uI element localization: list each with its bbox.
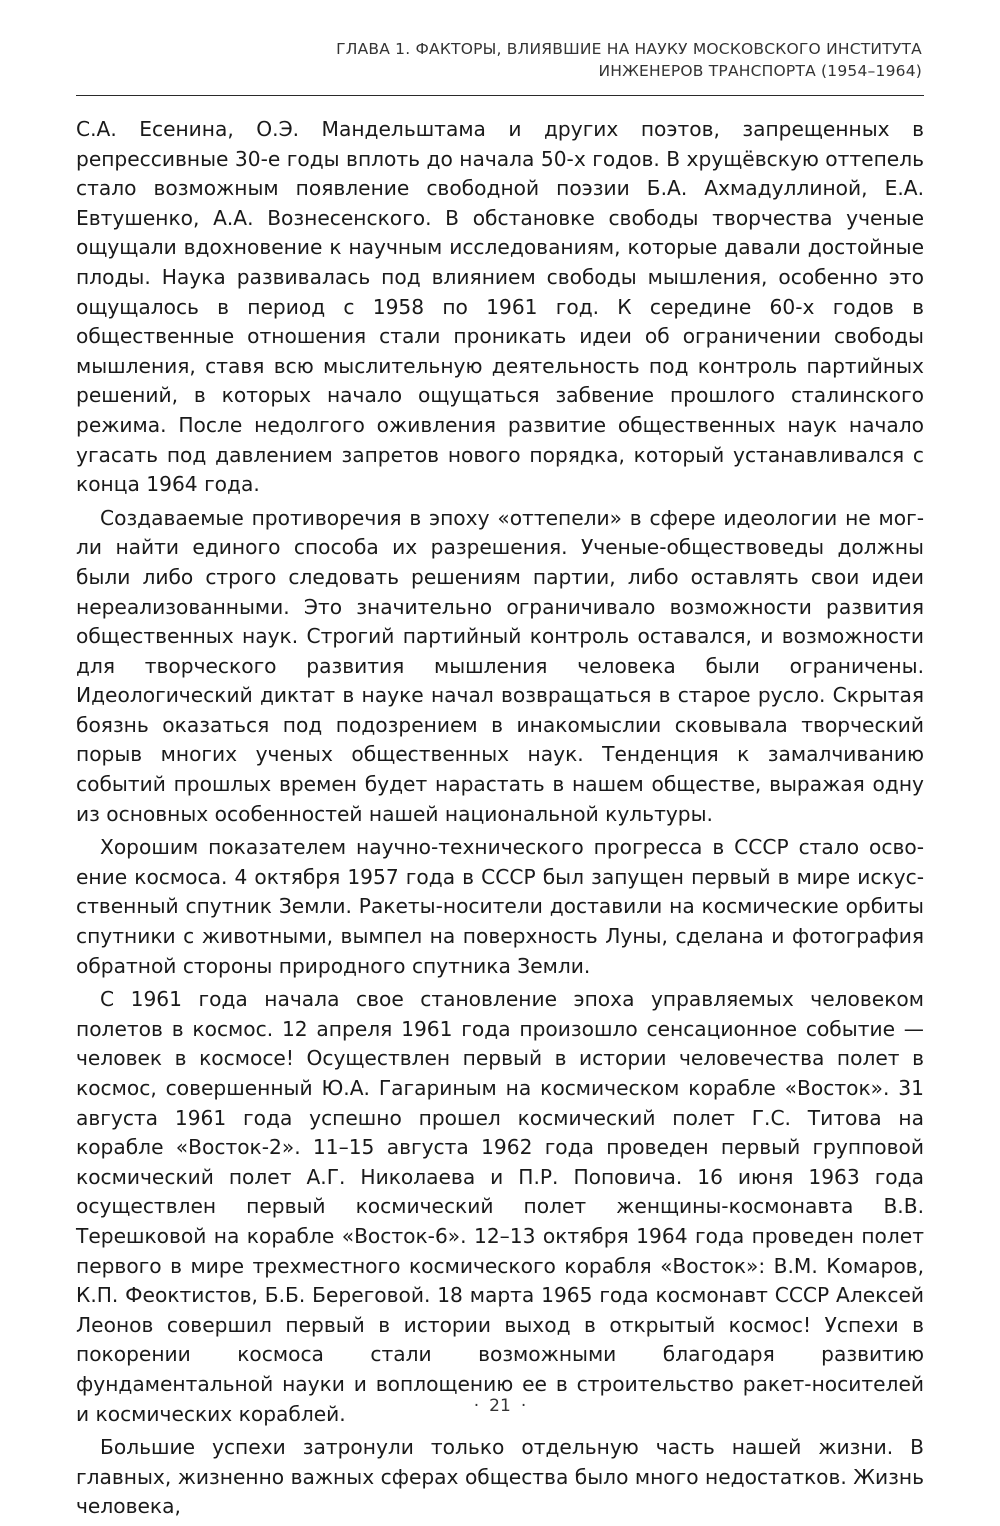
paragraph-2: Создаваемые противоречия в эпоху «оттепели» в сфере идеологии не могли найти единого способа их разрешения. Ученые-обществоведы должны были либо строго следовать решениям партии, либо оставлять свои идеи нереализованными. Это значительно ограничивало возможности развития общественных наук. Строгий партийный контроль оставался, и возможности для творческого развития мышления человека были ограничены. Идеологический диктат в науке начал возвращаться в старое русло. Скрытая боязнь оказаться под подозрением в инакомыслии сковывала творческий порыв многих ученых общественных наук. Тенденция к замалчиванию событий прошлых времен будет нарастать в нашем обществе, выражая одну из основных особенностей нашей национальной культуры. bbox=[76, 505, 924, 826]
folio-dot-right: · bbox=[520, 1396, 527, 1416]
running-header bbox=[78, 38, 922, 82]
running-header-line-1: ГЛАВА 1. ФАКТОРЫ, ВЛИЯВШИЕ НА НАУКУ МОСКОВСКОГО ИНСТИТУТА bbox=[336, 40, 922, 58]
body-text bbox=[76, 115, 924, 1526]
header-divider bbox=[76, 95, 924, 96]
running-header-line-2: ИНЖЕНЕРОВ ТРАНСПОРТА (1954–1964) bbox=[598, 62, 922, 80]
page-footer bbox=[0, 1396, 1000, 1416]
paragraph-3: Хорошим показателем научно-технического прогресса в СССР стало освоение космоса. 4 октября 1957 года в СССР был запущен первый в мире искусственный спутник Земли. Ракеты-носители доставили на космические орбиты спутники с животными, вымпел на поверхность Луны, сделана и фотография обратной стороны природного спутника Земли. bbox=[76, 835, 924, 978]
paragraph-5: Большие успехи затронули только отдельную часть нашей жизни. В главных, жизненно важных сферах общества было много недостатков. Жизнь человека, bbox=[76, 1435, 924, 1519]
page-number: 21 bbox=[489, 1396, 511, 1416]
folio-dot-left: · bbox=[473, 1396, 480, 1416]
paragraph-1: С.А. Есенина, О.Э. Мандельштама и других поэтов, запрещенных в репрессивные 30-е годы вплоть до начала 50-х годов. В хрущёвскую оттепель стало возможным появление свободной поэзии Б.А. Ахмадуллиной, Е.А. Евтушенко, А.А. Вознесенского. В обстановке свободы творчества ученые ощущали вдохновение к научным исследованиям, которые давали достойные плоды. Наука развивалась под влиянием свободы мышления, особенно это ощущалось в период с 1958 по 1961 год. К середине 60-х годов в общественные отношения стали проникать идеи об ограничении свободы мышления, ставя всю мыслительную деятельность под контроль партийных решений, в которых начало ощущаться забвение прошлого сталинского режима. После недолгого оживления развитие общественных наук начало угасать под давлением запретов нового порядка, который устанавливался с конца 1964 года. bbox=[76, 117, 924, 497]
paragraph-4: С 1961 года начала свое становление эпоха управляемых человеком полетов в космос. 12 апреля 1961 года произошло сенсационное событие — человек в космосе! Осуществлен первый в истории человечества полет в космос, совершенный Ю.А. Гагариным на космическом корабле «Восток». 31 августа 1961 года успешно прошел космический полет Г.С. Титова на корабле «Восток-2». 11–15 августа 1962 года проведен первый групповой космический полет А.Г. Николаева и П.Р. Поповича. 16 июня 1963 года осуществлен первый космический полет женщины-космонавта В.В. Терешковой на корабле «Восток-6». 12–13 октября 1964 года проведен полет первого в мире трехместного космического корабля «Восток»: В.М. Комаров, К.П. Феоктистов, Б.Б. Береговой. 18 марта 1965 года космонавт СССР Алексей Леонов совершил первый в истории выход в открытый космос! Успехи в покорении космоса стали возможными благодаря развитию фундаментальной науки и воплощению ее в строительство ракет-носителей и космических кораблей. bbox=[76, 987, 924, 1426]
